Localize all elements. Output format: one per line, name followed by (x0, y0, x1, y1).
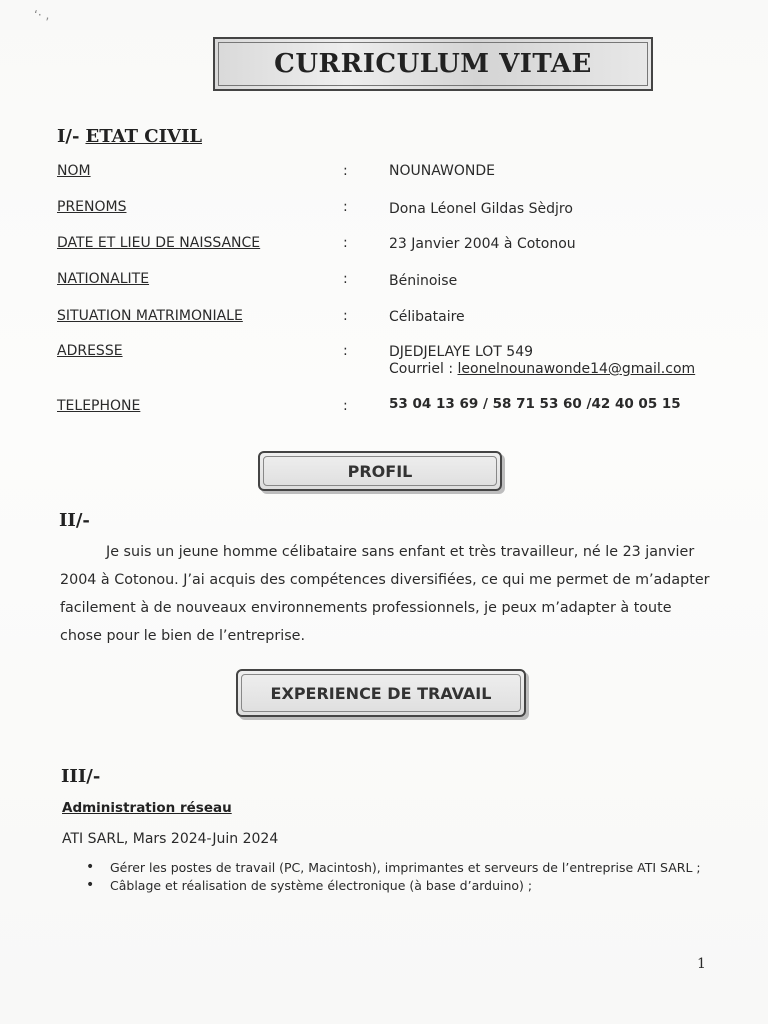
field-value: Béninoise (389, 273, 458, 289)
field-label: TELEPHONE (57, 398, 141, 414)
field-label: SITUATION MATRIMONIALE (57, 308, 243, 324)
field-value: DJEDJELAYE LOT 549 (389, 344, 534, 360)
field-value: NOUNAWONDE (389, 163, 495, 179)
section-number: III/- (61, 766, 101, 787)
job-title: Administration réseau (62, 800, 232, 816)
section-number: II/- (59, 510, 90, 531)
banner-label: EXPERIENCE DE TRAVAIL (270, 683, 492, 703)
section-heading-profil (59, 510, 90, 531)
field-value: 53 04 13 69 / 58 71 53 60 /42 40 05 15 (389, 396, 681, 412)
field-value: Dona Léonel Gildas Sèdjro (389, 201, 573, 217)
banner-label: PROFIL (347, 461, 413, 481)
field-value: Célibataire (389, 309, 465, 325)
field-label: PRENOMS (57, 199, 127, 215)
section-heading-experience (61, 766, 100, 787)
section-number: I/- (57, 126, 80, 147)
field-colon: : (343, 271, 348, 287)
section-heading-etat-civil (57, 126, 202, 147)
paragraph-line: chose pour le bien de l’entreprise. (60, 628, 305, 644)
title-banner (213, 37, 653, 91)
field-label: DATE ET LIEU DE NAISSANCE (57, 235, 261, 251)
paper-mark: ‘· , (34, 8, 50, 22)
email-line (389, 361, 695, 377)
field-label: NATIONALITE (57, 271, 150, 287)
email-link[interactable]: leonelnounawonde14@gmail.com (457, 361, 696, 377)
page-title: CURRICULUM VITAE (274, 49, 592, 79)
paragraph-line: 2004 à Cotonou. J’ai acquis des compétences diversifiées, ce qui me permet de m’adapter (60, 572, 710, 588)
profil-banner (258, 451, 502, 491)
email-label: Courriel : (389, 361, 458, 377)
field-colon: : (343, 163, 348, 179)
experience-banner (236, 669, 526, 717)
field-colon: : (343, 308, 348, 324)
page-number: 1 (697, 956, 706, 972)
field-colon: : (343, 235, 348, 251)
profil-paragraph (60, 538, 710, 650)
field-label: NOM (57, 163, 91, 179)
list-item: • Câblage et réalisation de système électronique (à base d’arduino) ; (86, 878, 701, 896)
field-label: ADRESSE (57, 343, 123, 359)
section-label: ETAT CIVIL (85, 126, 203, 147)
job-company-dates: ATI SARL, Mars 2024-Juin 2024 (62, 831, 279, 847)
field-colon: : (343, 398, 348, 414)
paragraph-line: Je suis un jeune homme célibataire sans enfant et très travailleur, né le 23 janvier (106, 544, 695, 560)
job-duties-list (86, 860, 701, 896)
field-colon: : (343, 199, 348, 215)
field-colon: : (343, 343, 348, 359)
field-value: 23 Janvier 2004 à Cotonou (389, 236, 576, 252)
paragraph-line: facilement à de nouveaux environnements professionnels, je peux m’adapter à toute (60, 600, 672, 616)
list-item: • Gérer les postes de travail (PC, Macintosh), imprimantes et serveurs de l’entreprise ATI SARL ; (86, 860, 701, 878)
